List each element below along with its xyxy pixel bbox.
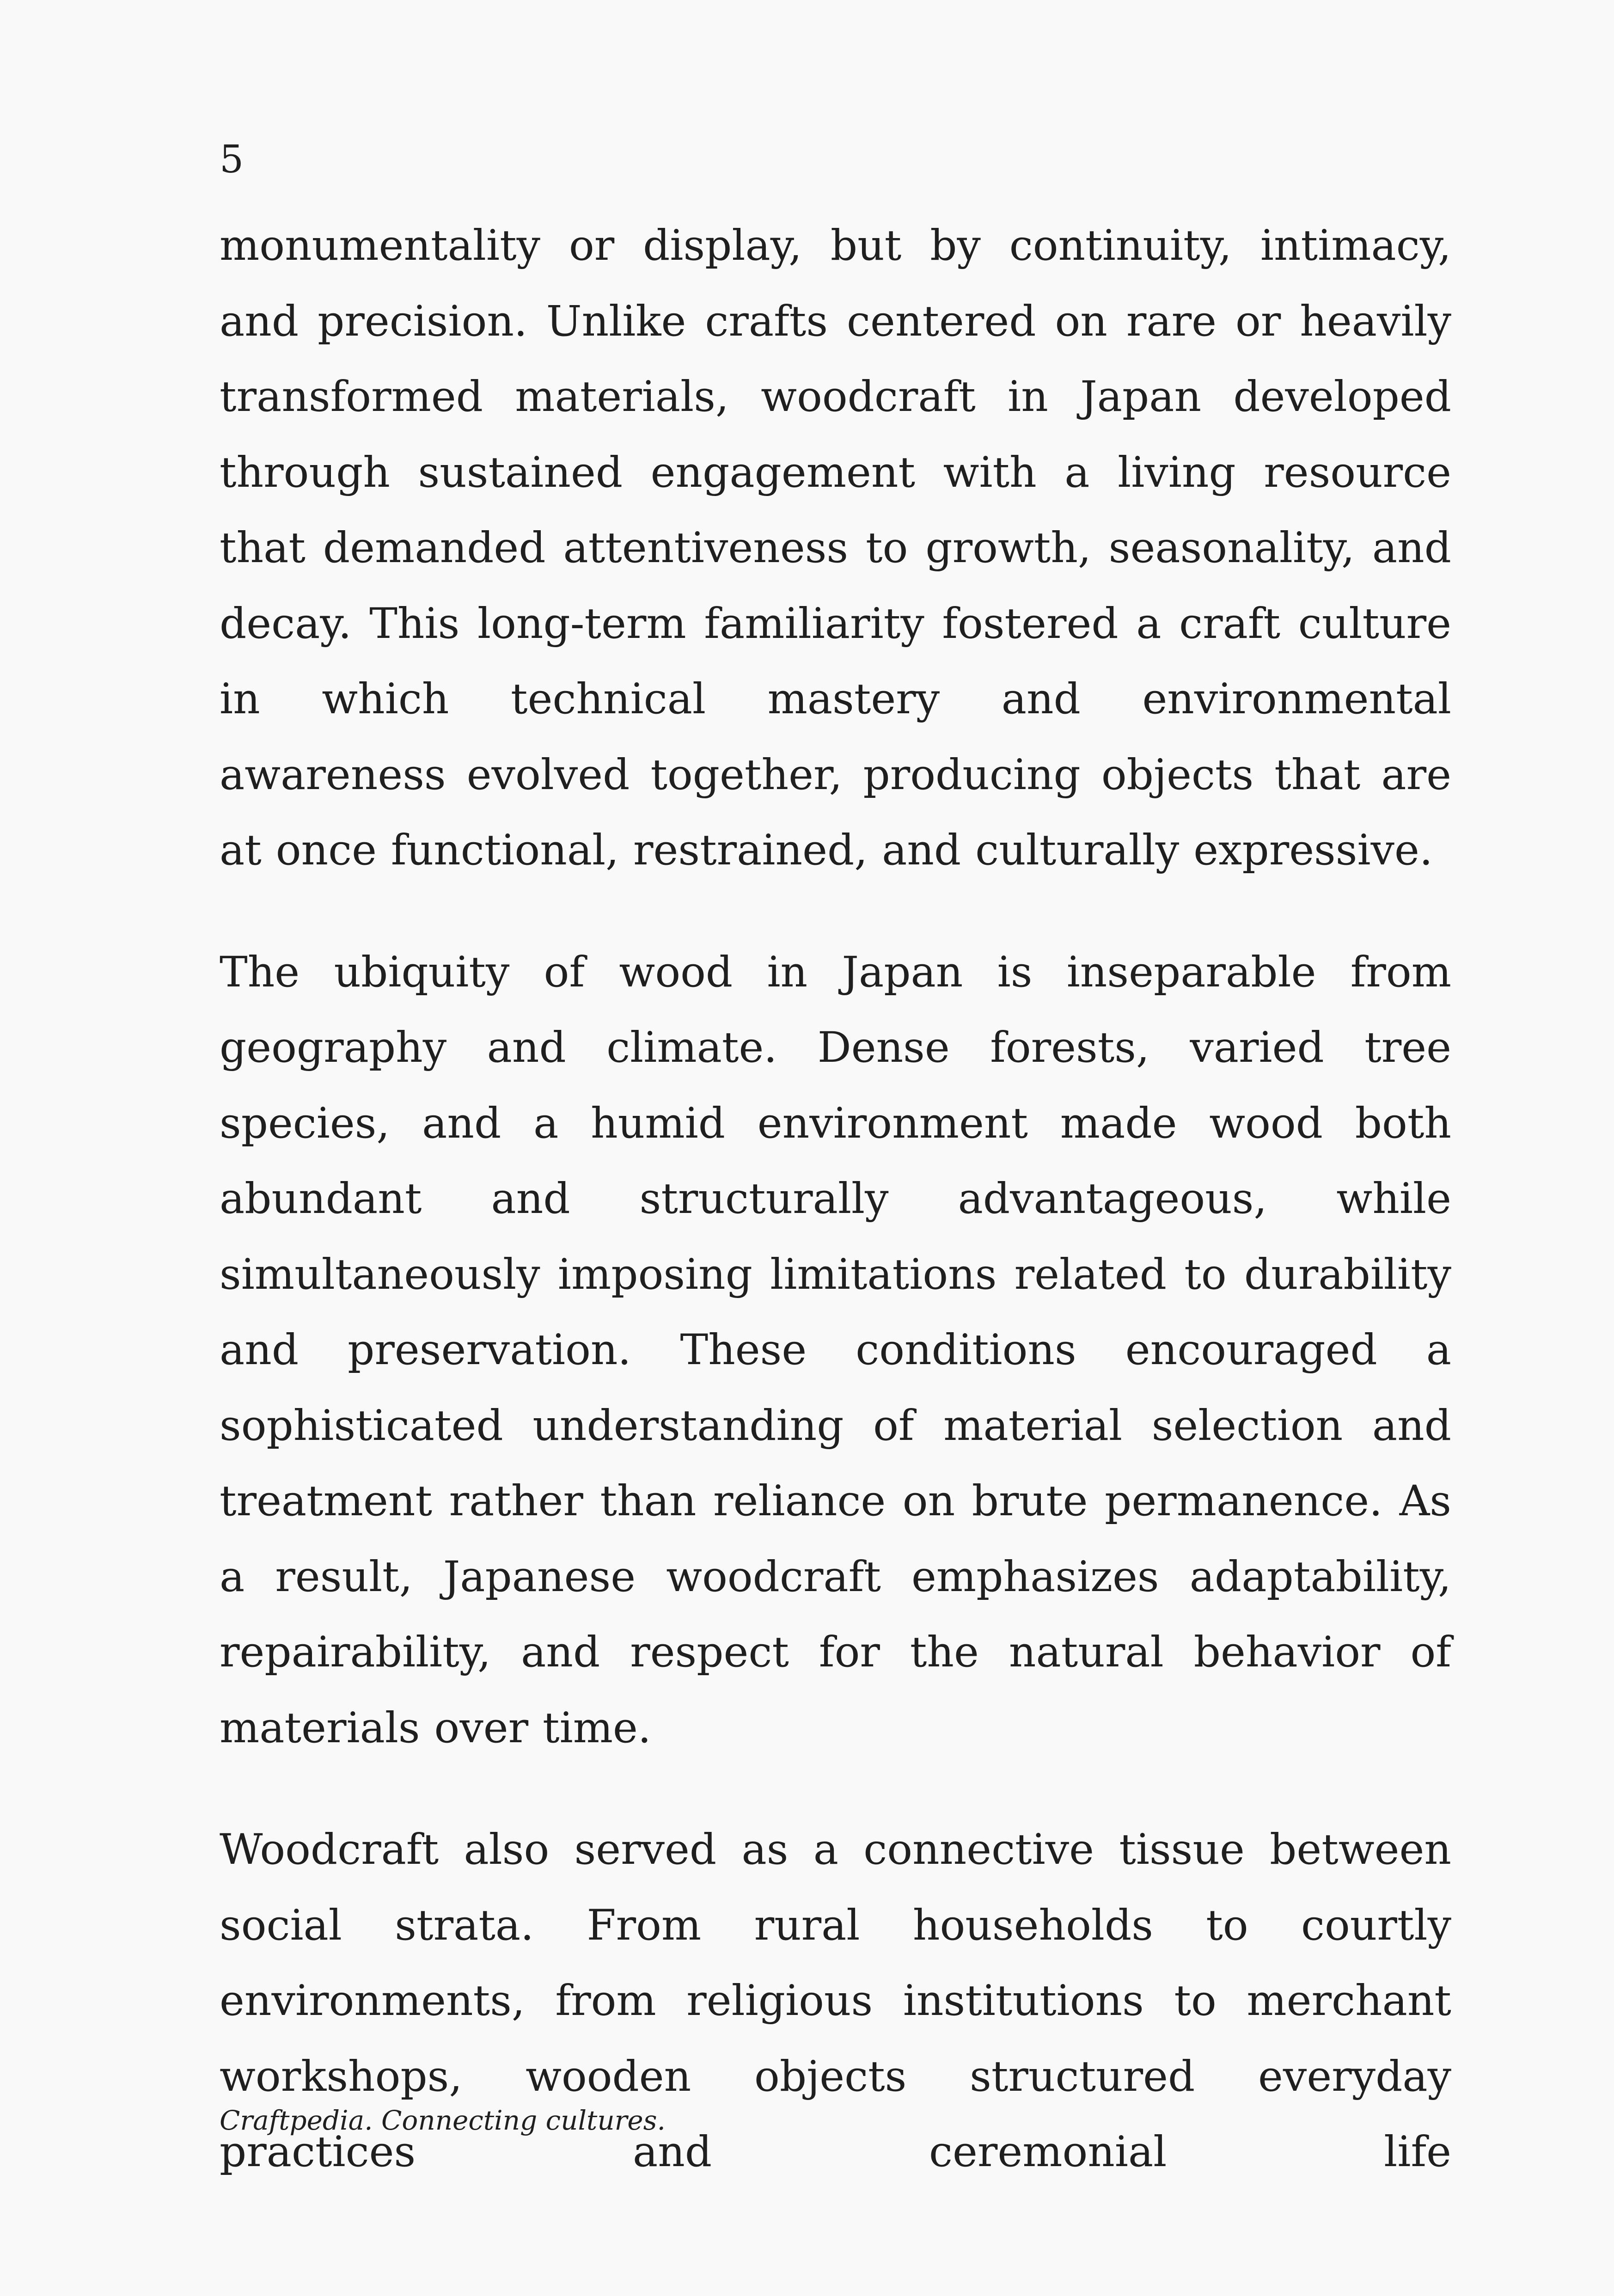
paragraph-continuation: monumentality or display, but by continuity, intimacy, and precision. Unlike crafts centered on rare or heavily transformed materials, woodcraft in Japan developed through sustained engagement with a living resource that demanded attentiveness to growth, seasonality, and decay. This long-term familiarity fostered a craft culture in which technical mastery and environmental awareness evolved together, producing objects that are at once functional, restrained, and culturally expressive. — [220, 221, 1451, 875]
page-number: 5 — [220, 138, 244, 182]
paragraph-geography-climate: The ubiquity of wood in Japan is inseparable from geography and climate. Dense forests, varied tree species, and a humid environment made wood both abundant and structurally advantageous, while simultaneously imposing limitations related to durability and preservation. These conditions encouraged a sophisticated understanding of material selection and treatment rather than reliance on brute permanence. As a result, Japanese woodcraft emphasizes adaptability, repairability, and respect for the natural behavior of materials over time. — [220, 948, 1451, 1752]
paragraph-social-strata: Woodcraft also served as a connective tissue between social strata. From rural households to courtly environments, from religious institutions to merchant workshops, wooden objects structured everyday practices and ceremonial life — [220, 1825, 1451, 2176]
body-text — [220, 208, 1451, 2190]
page-footer: Craftpedia. Connecting cultures. — [220, 2105, 666, 2136]
